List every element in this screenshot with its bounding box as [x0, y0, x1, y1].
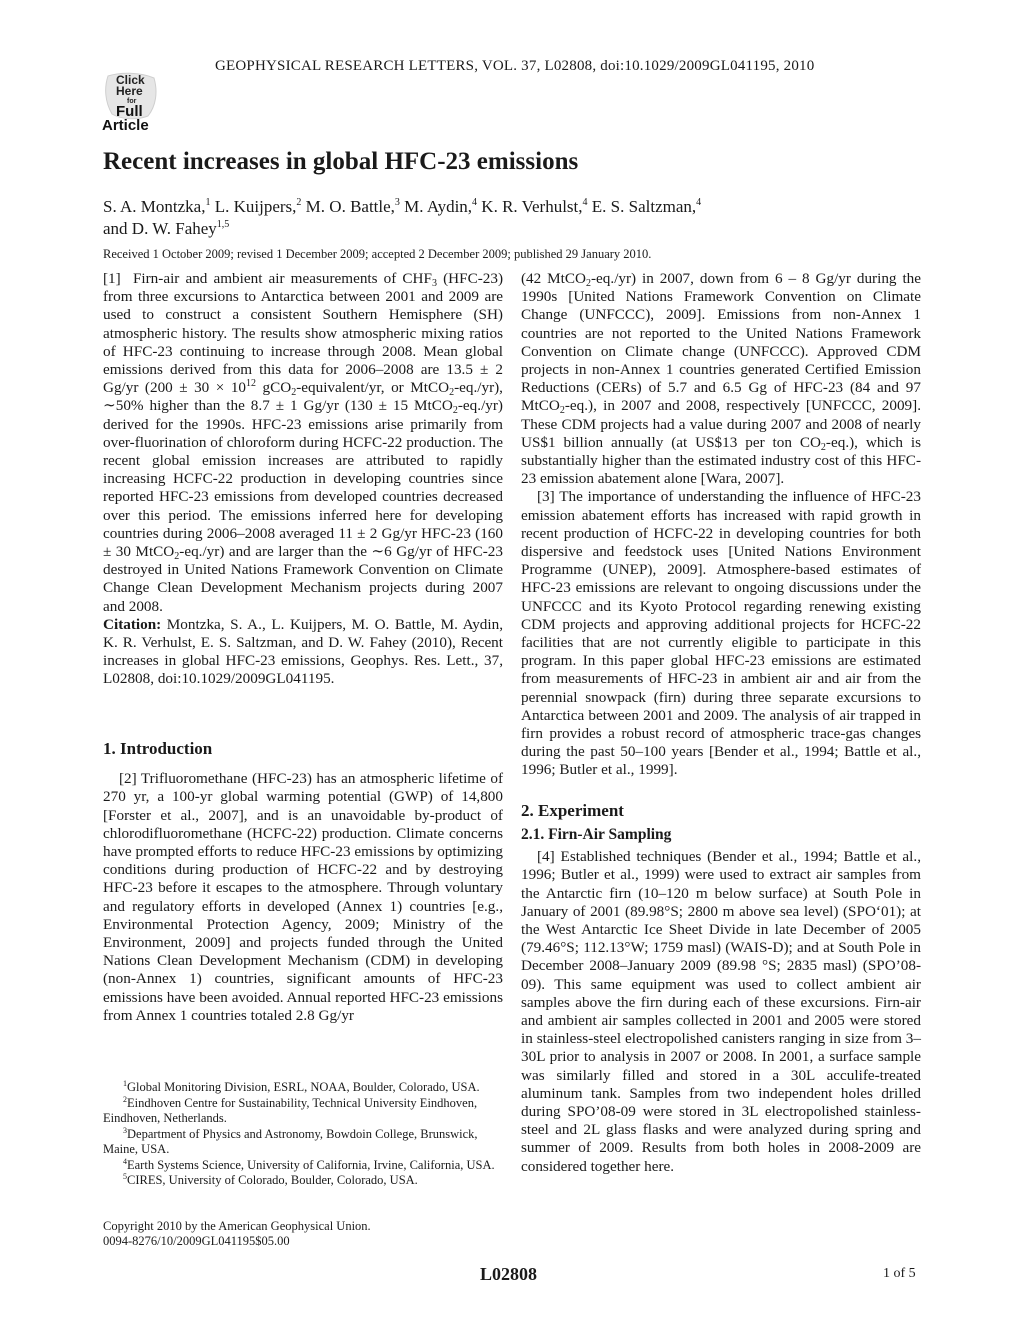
abstract-text: -eq./yr) and are larger than the ∼6 Gg/yr of HFC-23 destroyed in United Nations Framework Convention on Climate Change Clean Development Mechanism projects during 2007 and 2008. [103, 543, 503, 615]
subscript: 3 [431, 278, 437, 289]
footnote-marker: 5 [123, 1172, 127, 1181]
paragraph-4: [4] Established techniques (Bender et al., 1994; Battle et al., 1996; Butler et al., 1999) were used to extract air samples from the Antarctic firn (10–120 m below surface) at South Pole in January of 2001 (89.98°S; 2800 m above sea level) (SPO‘01); at the West Antarctic Ice Sheet Divide in late December of 2005 (79.46°S; 112.13°W; 1759 masl) (WAIS-D); and at South Pole in December 2008–January 2009 (89.98 °S; 2835 masl) (SPO’08-09). This same equipment was used to collect ambient air samples above the firn during each of these excursions. Firn-air and ambient air samples collected in 2001 and 2005 were stored in stainless-steel electropolished canisters ranging in size from 3–30L prior to analysis in 2007 or 2008. In 2001, a surface sample was similarly filled and stored in a 30L acculife-treated aluminum tank. Samples from two independent holes drilled during SPO’08-09 were stored in 3L electropolished stainless-steel and 2L glass flasks and were analyzed during spring and summer of 2009. Results from both holes in 2008-2009 are considered together here. [521, 848, 921, 1175]
body-text: -eq.), in 2007 and 2008, respectively [UNFCCC, 2009]. These CDM projects had a value during 2007 and 2008 of nearly US$1 billion annually (at US$13 per ton CO [521, 397, 921, 451]
superscript: 12 [246, 378, 257, 390]
subscript: 2 [559, 405, 565, 417]
intro-paragraph: [2] Trifluoromethane (HFC-23) has an atmospheric lifetime of 270 yr, a 100-yr global warming potential (GWP) of 14,800 [Forster et al., 2007], and is an unavoidable by-product of chlorodifluoromethane (HCFC-22) production. Climate concerns have prompted efforts to reduce HFC-23 emissions by optimizing conditions during production of HCFC-22 and by destroying HFC-23 before it escapes to the atmosphere. Through voluntary and regulatory efforts in developed (Annex 1) countries [e.g., Environmental Protection Agency, 2009; Ministry of the Environment, 2009] and projects funded through the United Nations Clean Development Mechanism (CDM) in developing (non-Annex 1) countries, significant amounts of HFC-23 emissions have been avoided. Annual reported HFC-23 emissions from Annex 1 countries totaled 2.8 Gg/yr [103, 770, 503, 1024]
abstract-column [103, 270, 503, 689]
author-affiliation: 2 [296, 197, 302, 208]
section-heading: 2. Experiment [521, 800, 624, 820]
body-text: -eq.), which is substantially higher than the estimated industry cost of this HFC-23 emission abatement alone [Wara, 2007]. [521, 433, 921, 488]
introduction-section [103, 740, 503, 1025]
author-name: E. S. Saltzman, [587, 197, 697, 216]
click-here-full-article-logo[interactable] [100, 70, 168, 132]
affiliation-1 [103, 1080, 503, 1096]
journal-header: GEOPHYSICAL RESEARCH LETTERS, VOL. 37, L02808, doi:10.1029/2009GL041195, 2010 [215, 58, 815, 74]
article-badge-icon [100, 70, 168, 132]
subscript: 2 [174, 551, 180, 563]
footnote-text: Eindhoven Centre for Sustainability, Technical University Eindhoven, Eindhoven, Netherlands. [103, 1095, 478, 1125]
paragraph-3: [3] The importance of understanding the influence of HFC-23 emission abatement efforts has increased with rapid growth in recent production of HCFC-22 in developing countries for both dispersive and feedstock uses [United Nations Environment Programme (UNEP), 2009]. Atmosphere-based estimates of HFC-23 emissions are relevant to ongoing discussions under the UNFCCC and its Kyoto Protocol regarding renewing existing CDM projects and approving additional projects for HCFC-22 facilities that are not currently eligible to participate in this program. In this paper global HFC-23 emissions are estimated from measurements of HFC-23 in ambient air and air from the perennial snowpack (firn) during three separate excursions to Antarctica between 2001 and 2009. The analysis of air trapped in firn provides a robust record of atmospheric trace-gas changes during the past 50–100 years [Bender et al., 1994; Battle et al., 1996; Butler et al., 1999]. [521, 488, 921, 779]
affiliation-2 [103, 1096, 503, 1127]
abstract-text: (HFC-23) from three excursions to Antarctica between 2001 and 2009 are used to construct a consistent Southern Hemisphere (SH) atmospheric history. The results show atmospheric mixing ratios of HFC-23 continuing to increase through 2008. Mean global emissions derived from this data for 2006–2008 are 13.5 ± 2 Gg/yr (200 ± 30 × 10 [103, 270, 504, 397]
experiment-section [521, 802, 921, 1176]
abstract-paragraph [103, 270, 503, 616]
abstract-text: -eq./yr), ∼50% higher than the 8.7 ± 1 Gg/yr (130 ± 15 MtCO [103, 379, 503, 415]
logo-line-5: Article [102, 117, 149, 132]
paragraph-marker: [1] [103, 270, 121, 287]
abstract-text: Firn-air and ambient air measurements of CHF [132, 270, 432, 287]
author-affiliation: 4 [472, 197, 478, 208]
logo-line-1: Click [116, 73, 145, 87]
abstract-text: -equivalent/yr, or MtCO [296, 379, 450, 397]
abstract-text: -eq./yr) derived for the 1990s. HFC-23 emissions arise primarily from over-fluorination of chloroform during HCFC-22 production. The recent global emission increases are attributed to rapidly increasing HCFC-22 production in developing countries since reported HFC-23 emissions from developed countries decreased over this period. The emissions inferred here for developing countries during 2006–2008 averaged 11 ± 2 Gg/yr HFC-23 (160 ± 30 MtCO [103, 397, 503, 561]
citation [103, 616, 503, 689]
article-title: Recent increases in global HFC-23 emissions [103, 148, 579, 175]
author-name: L. Kuijpers, [210, 197, 297, 216]
affiliation-3 [103, 1127, 503, 1158]
affiliations [103, 1080, 503, 1189]
page-identifier: L02808 [480, 1264, 538, 1284]
body-text: (42 MtCO [521, 270, 586, 287]
copyright-notice [103, 1219, 371, 1249]
author-affiliation: 4 [582, 197, 588, 208]
subscript: 2 [291, 387, 297, 399]
author-list [103, 196, 903, 240]
author-affiliation: 4 [696, 197, 702, 208]
subsection-heading: 2.1. Firn-Air Sampling [521, 825, 672, 843]
author-name: and D. W. Fahey [103, 219, 217, 238]
body-text: -eq./yr) in 2007, down from 6 – 8 Gg/yr during the 1990s [United Nations Framework Convention on Climate Change (UNFCCC), 2009]. Emissions from non-Annex 1 countries are not reported to the United Nations Framework Convention on Climate change (UNFCCC). Approved CDM projects in non-Annex 1 countries generated Certified Emission Reductions (CERs) of 5.7 and 6.5 Gg of HFC-23 (84 and 97 MtCO [521, 270, 921, 415]
author-name: S. A. Montzka, [103, 197, 206, 216]
author-affiliation: 3 [394, 197, 400, 208]
footnote-marker: 2 [123, 1094, 127, 1104]
right-column [521, 270, 921, 1176]
citation-label: Citation: [103, 615, 162, 633]
section-heading: 1. Introduction [103, 739, 213, 758]
footnote-text: Earth Systems Science, University of California, Irvine, California, USA. [127, 1157, 495, 1172]
subscript: 2 [452, 405, 458, 417]
received-dates: Received 1 October 2009; revised 1 December 2009; accepted 2 December 2009; published 29 January 2010. [103, 247, 652, 261]
affiliation-4 [103, 1158, 503, 1174]
footnote-marker: 1 [123, 1079, 127, 1088]
logo-line-3: for [127, 98, 137, 105]
author-name: K. R. Verhulst, [477, 197, 583, 216]
page-number: 1 of 5 [883, 1266, 916, 1281]
abstract-text: gCO [256, 379, 292, 397]
author-affiliation: 1,5 [216, 219, 230, 230]
logo-line-4: Full [116, 103, 143, 120]
author-name: M. Aydin, [399, 197, 473, 216]
author-name: M. O. Battle, [301, 197, 395, 216]
footnote-marker: 3 [123, 1125, 127, 1135]
footnote-marker: 4 [123, 1156, 127, 1166]
footnote-text: CIRES, University of Colorado, Boulder, Colorado, USA. [127, 1173, 418, 1187]
logo-line-2: Here [116, 84, 143, 98]
affiliation-5 [103, 1173, 503, 1189]
subscript: 2 [820, 441, 826, 453]
issn-line: 0094-8276/10/2009GL041195$05.00 [103, 1234, 290, 1248]
footnote-text: Department of Physics and Astronomy, Bowdoin College, Brunswick, Maine, USA. [103, 1126, 478, 1156]
author-affiliation: 1 [205, 197, 211, 208]
copyright-line: Copyright 2010 by the American Geophysical Union. [103, 1219, 371, 1233]
citation-text: Montzka, S. A., L. Kuijpers, M. O. Battle, M. Aydin, K. R. Verhulst, E. S. Saltzman, and D. W. Fahey (2010), Recent increases in global HFC-23 emissions, Geophys. Res. Lett., 37, L02808, doi:10.1029/2009GL041195. [103, 615, 503, 688]
subscript: 2 [449, 387, 455, 399]
intro-continuation [521, 270, 921, 488]
footnote-text: Global Monitoring Division, ESRL, NOAA, Boulder, Colorado, USA. [127, 1080, 480, 1094]
subscript: 2 [586, 278, 591, 289]
